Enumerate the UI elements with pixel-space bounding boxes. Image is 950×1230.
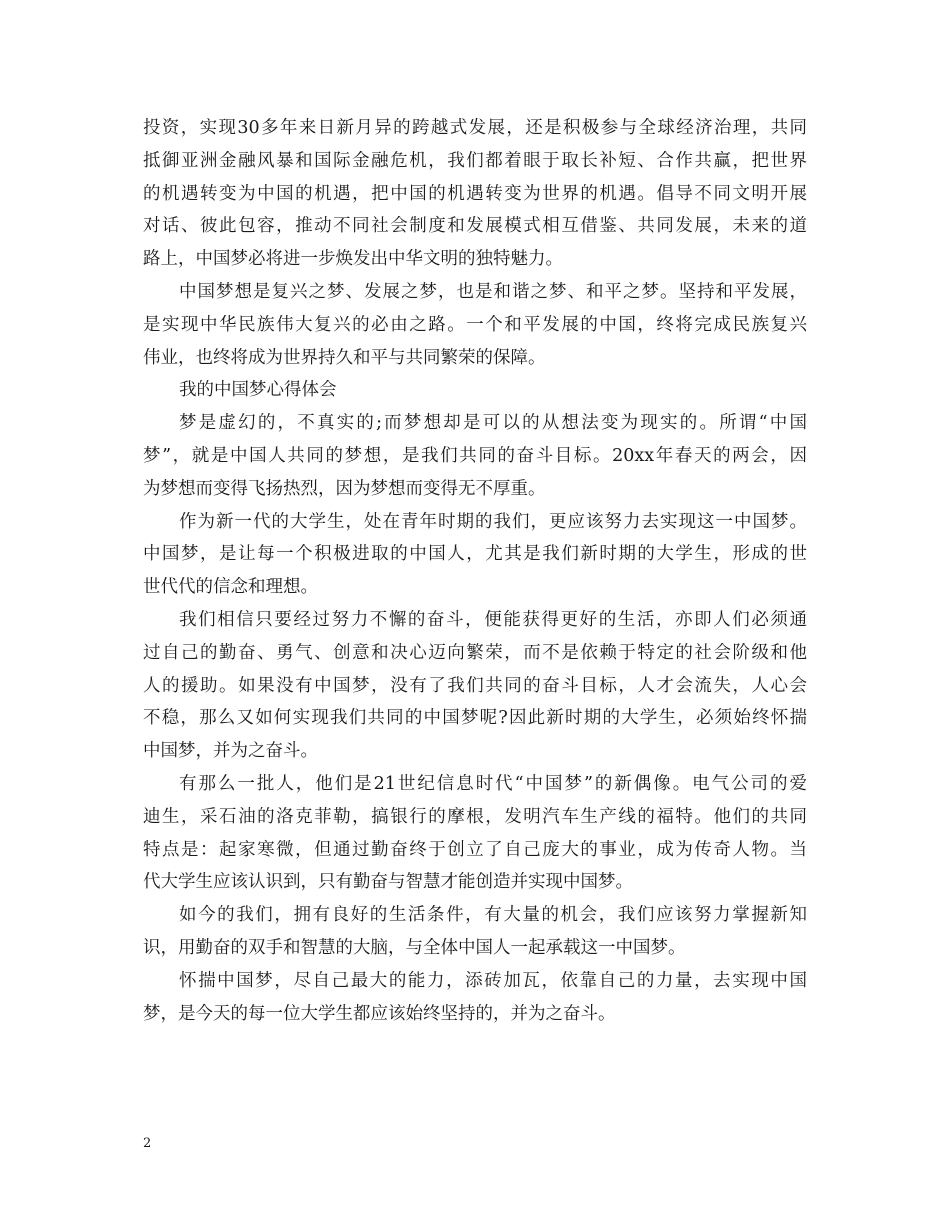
text-line: 是实现中华民族伟大复兴的必由之路。一个和平发展的中国，终将完成民族复兴 <box>143 314 807 335</box>
text-line: 我们相信只要经过努力不懈的奋斗，便能获得更好的生活，亦即人们必须通 <box>179 609 807 630</box>
text-line: 中国梦想是复兴之梦、发展之梦，也是和谐之梦、和平之梦。坚持和平发展， <box>179 281 807 302</box>
text-line: 有那么一批人，他们是21世纪信息时代“中国梦”的新偶像。电气公司的爱 <box>179 773 807 794</box>
text-line: 梦，是今天的每一位大学生都应该始终坚持的，并为之奋斗。 <box>143 1003 616 1024</box>
page-number: 2 <box>143 1136 152 1151</box>
paragraph <box>143 276 807 374</box>
text-line: 作为新一代的大学生，处在青年时期的我们，更应该努力去实现这一中国梦。 <box>179 511 807 532</box>
text-line: 梦”，就是中国人共同的梦想，是我们共同的奋斗目标。20xx年春天的两会，因 <box>143 445 807 466</box>
text-line: 抵御亚洲金融风暴和国际金融危机，我们都着眼于取长补短、合作共赢，把世界 <box>143 150 807 171</box>
paragraph <box>143 604 807 768</box>
text-line: 梦是虚幻的，不真实的;而梦想却是可以的从想法变为现实的。所谓“中国 <box>179 413 807 434</box>
paragraph <box>143 506 807 604</box>
text-line: 代大学生应该认识到，只有勤奋与智慧才能创造并实现中国梦。 <box>143 872 633 893</box>
paragraph <box>143 112 807 276</box>
paragraph <box>143 899 807 965</box>
text-line: 世代代的信念和理想。 <box>143 577 318 598</box>
text-line: 我的中国梦心得体会 <box>179 380 337 401</box>
paragraph <box>143 965 807 1031</box>
text-line: 对话、彼此包容，推动不同社会制度和发展模式相互借鉴、共同发展，未来的道 <box>143 216 807 237</box>
text-line: 中国梦，并为之奋斗。 <box>143 741 318 762</box>
text-line: 路上，中国梦必将进一步焕发出中华文明的独特魅力。 <box>143 249 563 270</box>
document-body <box>143 112 807 1030</box>
text-line: 怀揣中国梦，尽自己最大的能力，添砖加瓦，依靠自己的力量，去实现中国 <box>179 970 807 991</box>
text-line: 识，用勤奋的双手和智慧的大脑，与全体中国人一起承载这一中国梦。 <box>143 937 686 958</box>
text-line: 迪生，采石油的洛克菲勒，搞银行的摩根，发明汽车生产线的福特。他们的共同 <box>143 806 807 827</box>
text-line: 如今的我们，拥有良好的生活条件，有大量的机会，我们应该努力掌握新知 <box>179 905 807 926</box>
text-line: 投资，实现30多年来日新月异的跨越式发展，还是积极参与全球经济治理，共同 <box>143 118 807 138</box>
paragraph <box>143 407 807 505</box>
text-line: 伟业，也终将成为世界持久和平与共同繁荣的保障。 <box>143 347 546 368</box>
text-line: 不稳，那么又如何实现我们共同的中国梦呢?因此新时期的大学生，必须始终怀揣 <box>143 708 807 729</box>
paragraph <box>143 374 807 407</box>
text-line: 人的援助。如果没有中国梦，没有了我们共同的奋斗目标，人才会流失，人心会 <box>143 675 807 696</box>
paragraph <box>143 768 807 899</box>
text-line: 特点是：起家寒微，但通过勤奋终于创立了自己庞大的事业，成为传奇人物。当 <box>143 839 807 860</box>
text-line: 中国梦，是让每一个积极进取的中国人，尤其是我们新时期的大学生，形成的世 <box>143 544 807 565</box>
text-line: 过自己的勤奋、勇气、创意和决心迈向繁荣，而不是依赖于特定的社会阶级和他 <box>143 642 807 663</box>
text-line: 的机遇转变为中国的机遇，把中国的机遇转变为世界的机遇。倡导不同文明开展 <box>143 183 807 204</box>
text-line: 为梦想而变得飞扬热烈，因为梦想而变得无不厚重。 <box>143 478 546 499</box>
